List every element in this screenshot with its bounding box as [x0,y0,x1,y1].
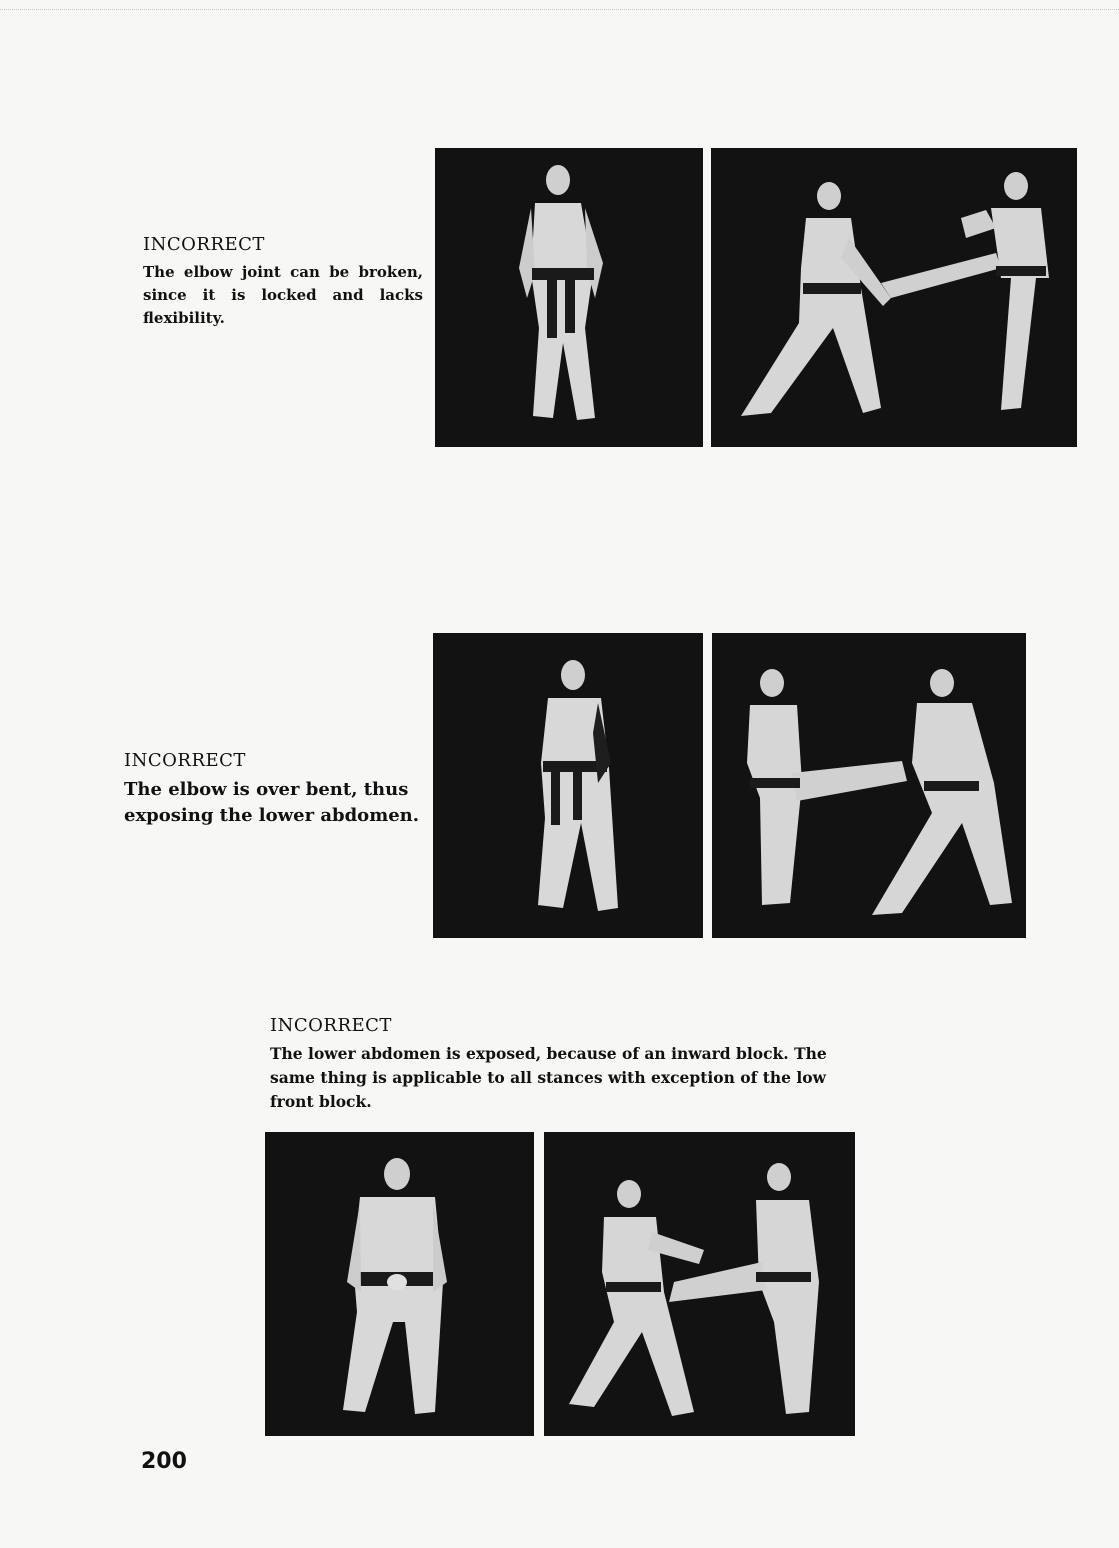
caption-section-2 [124,750,434,829]
caption-text: The elbow joint can be broken, since it is locked and lacks flexibility. [143,263,423,327]
photo-single-stance-3 [265,1132,534,1436]
caption-section-1 [143,234,423,330]
photo-single-stance-2 [433,633,703,938]
caption-section-3 [270,1015,860,1114]
photo-sparring-3 [544,1132,855,1436]
page-number: 200 [141,1449,187,1474]
caption-label: INCORRECT [143,234,265,255]
caption-label: INCORRECT [124,750,246,771]
top-edge-line [0,9,1119,10]
caption-text: The elbow is over bent, thus exposing the lower abdomen. [124,779,420,826]
caption-text: The lower abdomen is exposed, because of an inward block. The same thing is applicable to all stances with exception of the low front block. [270,1044,827,1111]
photo-single-stance-1 [435,148,703,447]
photo-sparring-2 [712,633,1026,938]
caption-label: INCORRECT [270,1015,392,1036]
photo-sparring-1 [711,148,1077,447]
